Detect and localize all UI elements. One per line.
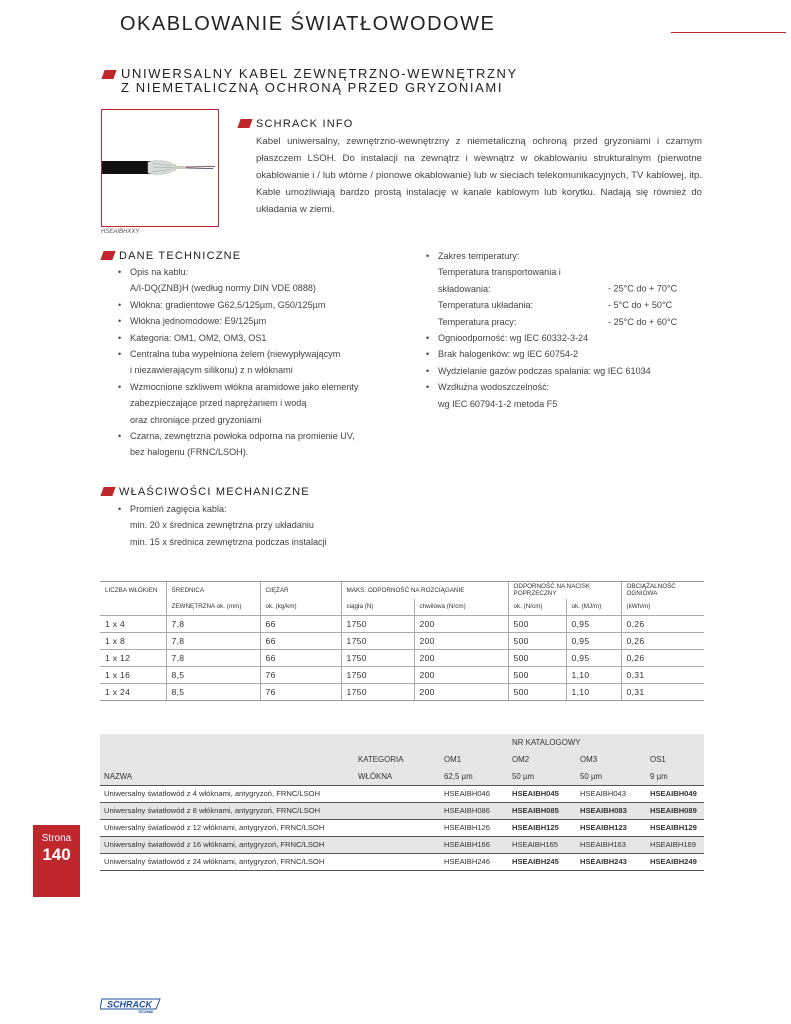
list-item: zabezpieczające przed naprężaniem i wodą [130, 398, 307, 409]
table-cell: 200 [414, 633, 508, 650]
name-label: NAZWA [100, 768, 354, 785]
table-cell: 1 x 4 [100, 616, 166, 633]
fiber-size: 62,5 µm [440, 768, 508, 785]
fiber-size: 50 µm [508, 768, 576, 785]
table-cell: 500 [508, 667, 566, 684]
mech-heading [102, 486, 310, 498]
table-header: OBCIĄŻALNOŚĆ OGNIOWA [621, 582, 704, 599]
catalog-number: HSEAIBH129 [646, 819, 704, 836]
page-title: OKABLOWANIE ŚWIATŁOWODOWE [120, 13, 496, 35]
table-cell: 1750 [341, 684, 414, 701]
table-cell: 1750 [341, 616, 414, 633]
list-item: oraz chroniące przed gryzoniami [130, 414, 262, 425]
list-item: bez halogenu (FRNC/LSOH). [130, 447, 249, 458]
table-cell: 1750 [341, 633, 414, 650]
table-cell: 0,26 [621, 616, 704, 633]
table-cell: 0,26 [621, 633, 704, 650]
page-number-tab [33, 825, 80, 897]
temp-transport [426, 264, 726, 297]
table-row [100, 802, 704, 819]
catalog-number: HSEAIBH089 [646, 802, 704, 819]
page-number: 140 [42, 845, 71, 864]
catalog-number: HSEAIBH165 [508, 836, 576, 853]
logo-text: SCHRACK [107, 999, 152, 1010]
table-cell: 500 [508, 616, 566, 633]
list-item: • Brak halogenków: wg IEC 60754-2 [426, 346, 726, 362]
product-heading-line2: Z NIEMETALICZNĄ OCHRONĄ PRZED GRYZONIAMI [121, 80, 504, 95]
list-item: • Promień zagięcia kabla: [118, 501, 418, 517]
list-item: • Włókna: gradientowe G62,5/125µm, G50/125µm [118, 297, 418, 313]
table-cell: 1,10 [566, 667, 621, 684]
table-cell: 200 [414, 616, 508, 633]
schrack-logo [100, 996, 164, 1014]
temp-laying-label: Temperatura układania: [438, 300, 534, 311]
table-header: chwilowa (N/cm) [414, 599, 508, 616]
table-header: ŚREDNICA [166, 582, 260, 599]
temp-transport-value: - 25°C do + 70°C [608, 283, 678, 294]
catalog-number: HSEAIBH125 [508, 819, 576, 836]
product-name: Uniwersalny światłowód z 16 włóknami, antygryzoń, FRNC/LSOH [100, 836, 440, 853]
catalog-table [100, 734, 704, 871]
product-name: Uniwersalny światłowód z 4 włóknami, antygryzoń, FRNC/LSOH [100, 785, 440, 802]
table-row [100, 853, 704, 870]
temp-work-label: Temperatura pracy: [438, 316, 517, 327]
catalog-number: HSEAIBH085 [508, 802, 576, 819]
product-name: Uniwersalny światłowód z 24 włóknami, antygryzoń, FRNC/LSOH [100, 853, 440, 870]
list-item: • Włókna jednomodowe: E9/125µm [118, 313, 418, 329]
catalog-number: HSEAIBH245 [508, 853, 576, 870]
category-label: KATEGORIA [354, 751, 440, 768]
table-cell: 500 [508, 684, 566, 701]
catalog-number: HSEAIBH126 [440, 819, 508, 836]
table-row [100, 836, 704, 853]
table-cell: 1750 [341, 650, 414, 667]
temp-laying [426, 297, 726, 313]
table-header: ciągła (N) [341, 599, 414, 616]
table-header [100, 599, 166, 616]
fibers-label: WŁÓKNA [354, 768, 440, 785]
table-cell: 1 x 16 [100, 667, 166, 684]
product-heading [102, 67, 518, 95]
product-name: Uniwersalny światłowód z 8 włóknami, antygryzoń, FRNC/LSOH [100, 802, 440, 819]
section-marker [101, 70, 116, 79]
catalog-number: HSEAIBH169 [646, 836, 704, 853]
table-row [100, 819, 704, 836]
fiber-size: 50 µm [576, 768, 646, 785]
table-row [100, 667, 704, 684]
catalog-name-row [100, 768, 704, 785]
table-cell: 8,5 [166, 667, 260, 684]
table-header: ok. (MJ/m) [566, 599, 621, 616]
temp-work [426, 314, 726, 330]
section-marker [100, 251, 115, 260]
temp-work-value: - 25°C do + 60°C [608, 316, 678, 327]
table-row [100, 650, 704, 667]
table-cell: 76 [260, 684, 341, 701]
temp-laying-value: - 5°C do + 50°C [608, 300, 673, 311]
list-item: • Kategoria: OM1, OM2, OM3, OS1 [118, 330, 418, 346]
table-cell: 0,95 [566, 633, 621, 650]
mech-list [118, 501, 418, 550]
table-cell: 7,8 [166, 616, 260, 633]
table-header: CIĘŻAR [260, 582, 341, 599]
tech-list [118, 264, 418, 461]
category-value: OM2 [508, 751, 576, 768]
fiber-size: 9 µm [646, 768, 704, 785]
tech-table [100, 581, 704, 701]
table-header: ODPORNOŚĆ NA NACISK POPRZECZNY [508, 582, 621, 599]
table-cell: 66 [260, 616, 341, 633]
catalog-category-row [100, 751, 704, 768]
category-value: OM3 [576, 751, 646, 768]
table-row [100, 785, 704, 802]
catalog-number: HSEAIBH043 [576, 785, 646, 802]
list-item: • Wzdłużna wodoszczelność: [426, 379, 726, 395]
temp-transport-label: Temperatura transportowania i składowania: [438, 267, 561, 294]
catalog-header-row [100, 734, 704, 751]
table-header: ok. (kg/km) [260, 599, 341, 616]
table-row [100, 633, 704, 650]
list-item: • Opis na kablu: [118, 264, 418, 280]
section-marker [237, 119, 252, 128]
table-cell: 7,8 [166, 650, 260, 667]
catalog-number: HSEAIBH045 [508, 785, 576, 802]
table-cell: 7,8 [166, 633, 260, 650]
table-subheader-row [100, 599, 704, 616]
list-item: • Ognioodporność: wg IEC 60332-3-24 [426, 330, 726, 346]
list-item: • Centralna tuba wypełniona żelem (niewypływającym [118, 346, 418, 362]
catalog-number: HSEAIBH123 [576, 819, 646, 836]
table-cell: 1 x 24 [100, 684, 166, 701]
table-cell: 500 [508, 650, 566, 667]
table-header: ok. (N/cm) [508, 599, 566, 616]
page-label: Strona [41, 833, 72, 844]
logo-subtext: TECHNIK [138, 1010, 154, 1014]
table-cell: 200 [414, 667, 508, 684]
category-value: OS1 [646, 751, 704, 768]
list-item: min. 20 x średnica zewnętrzna przy układaniu [130, 520, 314, 531]
catalog-number: HSEAIBH046 [440, 785, 508, 802]
section-marker [100, 487, 115, 496]
title-rule [671, 32, 786, 33]
catalog-number: HSEAIBH163 [576, 836, 646, 853]
table-cell: 66 [260, 650, 341, 667]
table-cell: 1,10 [566, 684, 621, 701]
list-item: • Czarna, zewnętrzna powłoka odporna na promienie UV, [118, 428, 418, 444]
table-cell: 200 [414, 650, 508, 667]
temp-range-label: • Zakres temperatury: [426, 248, 726, 264]
table-cell: 76 [260, 667, 341, 684]
category-value: OM1 [440, 751, 508, 768]
product-heading-line1: UNIWERSALNY KABEL ZEWNĘTRZNO-WEWNĘTRZNY [121, 66, 518, 81]
table-cell: 1 x 8 [100, 633, 166, 650]
catalog-number: HSEAIBH243 [576, 853, 646, 870]
list-item: i niezawierającym silikonu) z n włóknami [130, 365, 293, 376]
photo-caption: HSEAIBHXXY [101, 229, 140, 235]
table-cell: 200 [414, 684, 508, 701]
table-cell: 1 x 12 [100, 650, 166, 667]
catalog-number: HSEAIBH083 [576, 802, 646, 819]
catalog-number: HSEAIBH166 [440, 836, 508, 853]
list-item: A/I-DQ(ZNB)H (według normy DIN VDE 0888) [130, 283, 316, 294]
table-cell: 0,31 [621, 684, 704, 701]
list-item: min. 15 x średnica zewnętrzna podczas instalacji [130, 536, 327, 547]
table-cell: 0,95 [566, 616, 621, 633]
catalog-number: HSEAIBH049 [646, 785, 704, 802]
table-cell: 1750 [341, 667, 414, 684]
mech-heading-label: WŁAŚCIWOŚCI MECHANICZNE [119, 486, 310, 498]
table-row [100, 684, 704, 701]
table-header: MAKS. ODPORNOŚĆ NA ROZCIĄGANIE [341, 582, 508, 599]
table-cell: 66 [260, 633, 341, 650]
catalog-number: HSEAIBH086 [440, 802, 508, 819]
catalog-number: HSEAIBH249 [646, 853, 704, 870]
table-header: LICZBA WŁÓKIEN [100, 582, 166, 599]
catalog-number-label: NR KATALOGOWY [508, 734, 704, 751]
table-row [100, 616, 704, 633]
info-heading [239, 118, 354, 130]
table-header: (kWh/m) [621, 599, 704, 616]
tech-heading [102, 250, 241, 262]
table-cell: 500 [508, 633, 566, 650]
product-photo [101, 109, 219, 227]
tech-heading-label: DANE TECHNICZNE [119, 250, 242, 262]
table-cell: 0,26 [621, 650, 704, 667]
info-text: Kabel uniwersalny, zewnętrzno-wewnętrzny z niemetaliczną ochroną przed gryzoniami i czarnym płaszczem LSOH. Do instalacji na zewnątrz i wewnątrz w okablowaniu strukturalnym (pierwotne okablowanie i / lub wtórne / pionowe okablowanie) lub w sieciach telekomunikacyjnych, TV kablowej, itp. Kable umożliwiają bardzo prostą instalację w kanale kablowym lub korytku. Nadają się również do układania w ziemi. [256, 136, 702, 215]
list-item: wg IEC 60794-1-2 metoda F5 [438, 398, 558, 409]
table-header-row [100, 582, 704, 599]
product-name: Uniwersalny światłowód z 12 włóknami, antygryzoń, FRNC/LSOH [100, 819, 440, 836]
list-item: • Wzmocnione szkliwem włókna aramidowe jako elementy [118, 379, 418, 395]
cable-illustration [102, 110, 220, 228]
table-cell: 8,5 [166, 684, 260, 701]
table-header: ZEWNĘTRZNA ok. (mm) [166, 599, 260, 616]
tech-list-right [426, 248, 726, 412]
list-item: • Wydzielanie gazów podczas spalania: wg IEC 61034 [426, 363, 726, 379]
catalog-number: HSEAIBH246 [440, 853, 508, 870]
table-cell: 0,95 [566, 650, 621, 667]
table-cell: 0,31 [621, 667, 704, 684]
info-heading-label: SCHRACK INFO [256, 118, 354, 130]
